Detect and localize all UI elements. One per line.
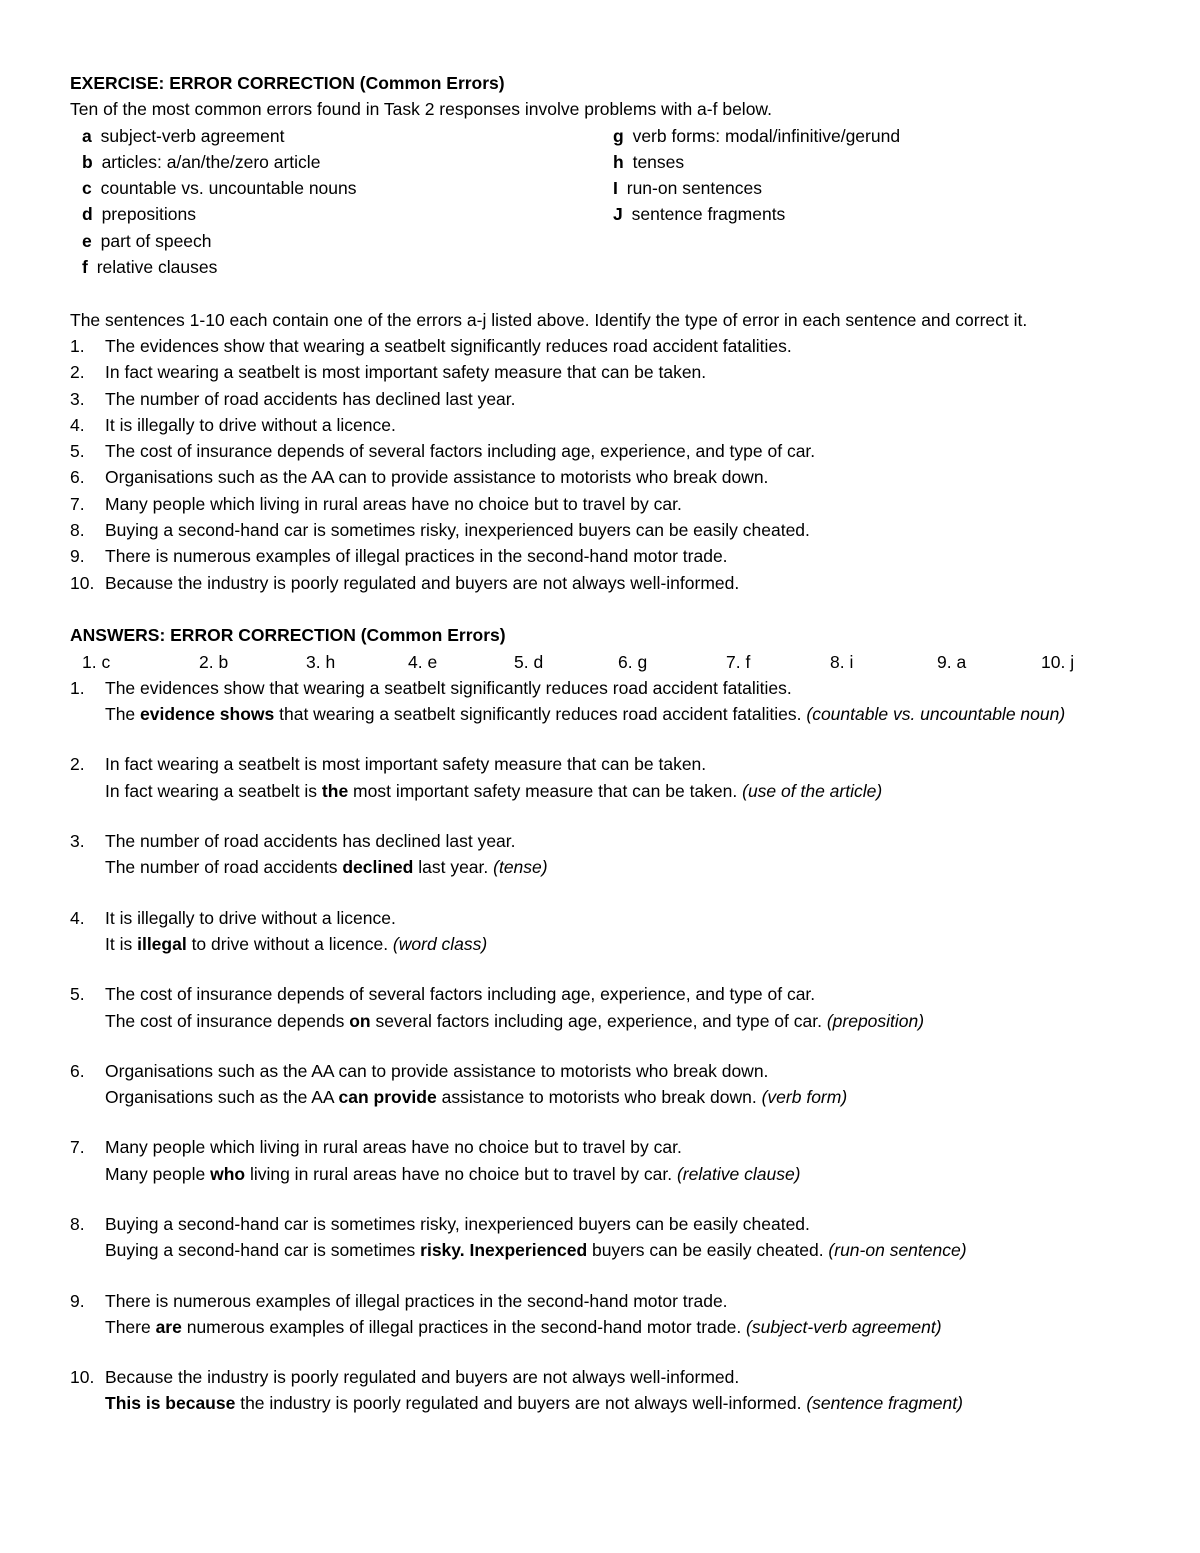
category-item [613,175,1113,201]
item-number: 9. [70,546,85,567]
correction-highlight: are [155,1316,182,1337]
corrected-pre: It is [105,933,138,954]
list-item [70,386,1128,412]
category-text: verb forms: modal/infinitive/gerund [632,125,901,146]
document-page [70,70,1128,1441]
answer-key-item: 2. b [199,651,229,672]
correction-highlight: declined [342,857,414,878]
category-letter: b [82,151,93,172]
answers-title: ANSWERS: ERROR CORRECTION (Common Errors) [70,625,506,646]
error-type-note: (sentence fragment) [806,1393,963,1414]
category-letter: e [82,230,92,251]
sentence-text: Many people which living in rural areas have no choice but to travel by car. [105,493,682,514]
corrected-sentence [70,1161,1128,1187]
original-sentence: Many people which living in rural areas have no choice but to travel by car. [105,1137,682,1158]
answer-original-line [70,675,1128,701]
category-letter: d [82,204,93,225]
sentence-text: The cost of insurance depends of several factors including age, experience, and type of car. [105,441,816,462]
answer-original-line [70,905,1128,931]
sentence-text: There is numerous examples of illegal practices in the second-hand motor trade. [105,546,728,567]
corrected-post: last year. [413,857,494,878]
sentence-text: In fact wearing a seatbelt is most important safety measure that can be taken. [105,362,707,383]
sentence-text: Buying a second-hand car is sometimes risky, inexperienced buyers can be easily cheated. [105,520,810,541]
corrected-post: the industry is poorly regulated and buyers are not always well-informed. [235,1393,807,1414]
item-number: 1. [70,335,85,356]
item-number: 1. [70,677,85,698]
answer-key-item: 5. d [514,651,544,672]
item-number: 2. [70,754,85,775]
item-number: 9. [70,1290,85,1311]
category-item [70,123,613,149]
answer-original-line [70,1211,1128,1237]
correction-highlight: illegal [137,933,187,954]
category-letter: I [613,178,618,199]
error-type-note: (tense) [493,857,548,878]
corrected-sentence [70,931,1128,957]
category-item [613,123,1113,149]
list-item [70,333,1128,359]
answer-item [70,981,1128,1034]
answer-original-line [70,1134,1128,1160]
item-number: 8. [70,520,85,541]
sentence-text: It is illegally to drive without a licence. [105,414,396,435]
category-text: articles: a/an/the/zero article [101,151,321,172]
answer-item [70,1211,1128,1264]
corrected-pre: The [105,704,141,725]
answer-key [70,649,1128,675]
original-sentence: Organisations such as the AA can to provide assistance to motorists who break down. [105,1060,769,1081]
category-item [70,254,613,280]
item-number: 5. [70,441,85,462]
category-letter: c [82,178,92,199]
corrected-pre: In fact wearing a seatbelt is [105,780,322,801]
category-empty [613,254,1113,280]
corrected-sentence [70,1084,1128,1110]
original-sentence: The evidences show that wearing a seatbelt significantly reduces road accident fatalities. [105,677,792,698]
answer-item [70,675,1128,728]
corrected-sentence [70,778,1128,804]
original-sentence: It is illegally to drive without a licence. [105,907,396,928]
item-number: 10. [70,1367,95,1388]
answer-item [70,905,1128,958]
item-number: 6. [70,467,85,488]
sentence-text: The number of road accidents has declined last year. [105,388,516,409]
category-letter: a [82,125,92,146]
category-item [613,201,1113,227]
category-letter: h [613,151,624,172]
answer-item [70,1364,1128,1417]
category-item [70,175,613,201]
original-sentence: The cost of insurance depends of several factors including age, experience, and type of car. [105,984,816,1005]
category-text: countable vs. uncountable nouns [100,178,357,199]
category-empty [613,228,1113,254]
answer-key-item: 1. c [82,651,111,672]
sentence-text: The evidences show that wearing a seatbelt significantly reduces road accident fatalities. [105,335,792,356]
answer-key-item: 3. h [306,651,336,672]
error-type-note: (verb form) [761,1087,848,1108]
answer-original-line [70,1288,1128,1314]
exercise-sentence-list [70,333,1128,596]
correction-highlight: the [321,780,349,801]
corrected-sentence [70,1390,1128,1416]
error-type-note: (relative clause) [676,1163,801,1184]
category-item [70,228,613,254]
sentence-text: Because the industry is poorly regulated and buyers are not always well-informed. [105,572,740,593]
answer-original-line [70,981,1128,1007]
category-letter: g [613,125,624,146]
error-categories [70,123,1128,281]
original-sentence: There is numerous examples of illegal practices in the second-hand motor trade. [105,1290,728,1311]
corrected-pre: Buying a second-hand car is sometimes [105,1240,421,1261]
corrected-sentence [70,1008,1128,1034]
answer-key-item: 7. f [726,651,751,672]
corrected-post: living in rural areas have no choice but to travel by car. [245,1163,677,1184]
original-sentence: Because the industry is poorly regulated and buyers are not always well-informed. [105,1367,740,1388]
item-number: 4. [70,414,85,435]
item-number: 2. [70,362,85,383]
item-number: 8. [70,1213,85,1234]
sentence-text: Organisations such as the AA can to provide assistance to motorists who break down. [105,467,769,488]
answer-item [70,828,1128,881]
item-number: 7. [70,1137,85,1158]
corrected-post: that wearing a seatbelt significantly reduces road accident fatalities. [274,704,807,725]
answer-item [70,1058,1128,1111]
error-type-note: (run-on sentence) [828,1240,967,1261]
corrected-post: numerous examples of illegal practices in the second-hand motor trade. [181,1316,747,1337]
category-text: subject-verb agreement [100,125,285,146]
error-type-note: (use of the article) [742,780,883,801]
corrected-post: several factors including age, experience, and type of car. [370,1010,827,1031]
category-text: tenses [632,151,685,172]
answer-item [70,751,1128,804]
category-item [70,149,613,175]
corrected-sentence [70,854,1128,880]
answer-original-line [70,828,1128,854]
corrected-pre: Organisations such as the AA [105,1087,339,1108]
category-text: sentence fragments [631,204,786,225]
corrected-pre: There [105,1316,156,1337]
error-type-note: (countable vs. uncountable noun) [806,704,1066,725]
list-item [70,438,1128,464]
exercise-title: EXERCISE: ERROR CORRECTION (Common Errors) [70,73,505,93]
error-type-note: (subject-verb agreement) [746,1316,942,1337]
corrected-sentence [70,1237,1128,1263]
corrected-pre: Many people [105,1163,211,1184]
corrected-post: assistance to motorists who break down. [436,1087,762,1108]
answer-original-line [70,751,1128,777]
spacer [70,280,1128,306]
category-letter: J [613,204,623,225]
answer-item [70,1134,1128,1187]
category-text: part of speech [100,230,212,251]
list-item [70,570,1128,596]
category-text: prepositions [101,204,196,225]
list-item [70,464,1128,490]
item-number: 3. [70,388,85,409]
corrected-sentence [70,701,1128,727]
answer-list [70,675,1128,1417]
answer-key-item: 8. i [830,651,854,672]
corrected-post: most important safety measure that can be taken. [348,780,743,801]
list-item [70,491,1128,517]
list-item [70,543,1128,569]
correction-highlight: risky. Inexperienced [420,1240,588,1261]
category-text: run-on sentences [626,178,762,199]
error-type-note: (preposition) [826,1010,925,1031]
correction-highlight: can provide [338,1087,437,1108]
category-text: relative clauses [96,257,218,278]
list-item [70,359,1128,385]
item-number: 7. [70,493,85,514]
list-item [70,412,1128,438]
item-number: 3. [70,831,85,852]
corrected-post: buyers can be easily cheated. [587,1240,829,1261]
category-item [613,149,1113,175]
category-letter: f [82,257,88,278]
correction-highlight: on [349,1010,371,1031]
answer-key-item: 4. e [408,651,438,672]
item-number: 4. [70,907,85,928]
answer-key-item: 9. a [937,651,967,672]
answer-key-item: 10. j [1041,651,1075,672]
original-sentence: Buying a second-hand car is sometimes risky, inexperienced buyers can be easily cheated. [105,1213,810,1234]
answer-original-line [70,1364,1128,1390]
item-number: 5. [70,984,85,1005]
corrected-post: to drive without a licence. [186,933,393,954]
item-number: 10. [70,572,95,593]
correction-highlight: who [210,1163,246,1184]
exercise-instructions: The sentences 1-10 each contain one of the errors a-j listed above. Identify the type of error in each sentence and correct it. [70,309,1028,330]
category-item [70,201,613,227]
list-item [70,517,1128,543]
corrected-pre: The number of road accidents [105,857,343,878]
original-sentence: In fact wearing a seatbelt is most important safety measure that can be taken. [105,754,707,775]
exercise-intro: Ten of the most common errors found in Task 2 responses involve problems with a-f below. [70,99,772,120]
spacer [70,596,1128,622]
answer-key-item: 6. g [618,651,648,672]
answer-original-line [70,1058,1128,1084]
correction-highlight: This is because [105,1393,236,1414]
correction-highlight: evidence shows [140,704,275,725]
original-sentence: The number of road accidents has declined last year. [105,831,516,852]
corrected-pre: The cost of insurance depends [105,1010,350,1031]
item-number: 6. [70,1060,85,1081]
error-type-note: (word class) [392,933,488,954]
corrected-sentence [70,1314,1128,1340]
answer-item [70,1288,1128,1341]
